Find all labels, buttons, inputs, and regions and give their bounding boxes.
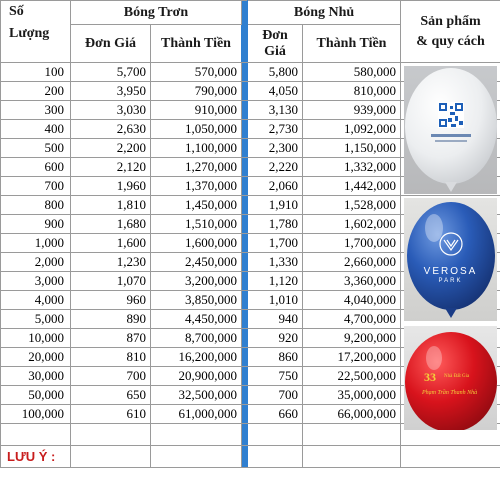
smooth-total-cell: 20,900,000 bbox=[151, 367, 242, 386]
smooth-total-cell: 3,200,000 bbox=[151, 272, 242, 291]
smooth-unit-price-cell: 650 bbox=[71, 386, 151, 405]
pearl-total-cell: 3,360,000 bbox=[303, 272, 401, 291]
header-smooth-unit-price: Đơn Giá bbox=[71, 25, 151, 63]
smooth-unit-price-cell: 2,120 bbox=[71, 158, 151, 177]
pearl-unit-price-cell: 2,300 bbox=[248, 139, 303, 158]
smooth-unit-price-cell: 3,030 bbox=[71, 101, 151, 120]
header-product: Sản phẩm & quy cách bbox=[401, 1, 500, 63]
smooth-total-cell: 1,100,000 bbox=[151, 139, 242, 158]
smooth-total-cell: 1,370,000 bbox=[151, 177, 242, 196]
pearl-total-cell: 1,528,000 bbox=[303, 196, 401, 215]
pearl-unit-price-cell: 2,730 bbox=[248, 120, 303, 139]
smooth-total-cell: 1,510,000 bbox=[151, 215, 242, 234]
pearl-unit-price-cell: 1,780 bbox=[248, 215, 303, 234]
smooth-total-cell: 32,500,000 bbox=[151, 386, 242, 405]
smooth-unit-price-cell: 810 bbox=[71, 348, 151, 367]
quantity-cell: 800 bbox=[1, 196, 71, 215]
quantity-cell: 400 bbox=[1, 120, 71, 139]
pearl-unit-price-cell: 1,330 bbox=[248, 253, 303, 272]
empty-cell bbox=[1, 424, 71, 446]
red-balloon-icon bbox=[405, 332, 497, 430]
pearl-unit-price-cell: 700 bbox=[248, 386, 303, 405]
note-label: LƯU Ý : bbox=[1, 446, 71, 468]
quantity-cell: 10,000 bbox=[1, 329, 71, 348]
quantity-cell: 2,000 bbox=[1, 253, 71, 272]
pearl-unit-price-cell: 1,700 bbox=[248, 234, 303, 253]
smooth-unit-price-cell: 2,630 bbox=[71, 120, 151, 139]
smooth-total-cell: 61,000,000 bbox=[151, 405, 242, 424]
pearl-total-cell: 810,000 bbox=[303, 82, 401, 101]
pearl-total-cell: 1,150,000 bbox=[303, 139, 401, 158]
smooth-unit-price-cell: 700 bbox=[71, 367, 151, 386]
pearl-unit-price-cell: 860 bbox=[248, 348, 303, 367]
pearl-total-cell: 22,500,000 bbox=[303, 367, 401, 386]
smooth-unit-price-cell: 3,950 bbox=[71, 82, 151, 101]
pearl-unit-price-cell: 5,800 bbox=[248, 63, 303, 82]
empty-cell bbox=[71, 424, 151, 446]
pearl-unit-price-cell: 1,120 bbox=[248, 272, 303, 291]
verosa-sub-text: PARK bbox=[438, 278, 463, 284]
pearl-total-cell: 66,000,000 bbox=[303, 405, 401, 424]
pearl-unit-price-cell: 750 bbox=[248, 367, 303, 386]
smooth-total-cell: 1,050,000 bbox=[151, 120, 242, 139]
red-balloon-photo bbox=[404, 326, 497, 430]
red-balloon-print-line3: Phạm Trần Thanh Nhà bbox=[422, 390, 478, 396]
pearl-unit-price-cell: 2,220 bbox=[248, 158, 303, 177]
smooth-total-cell: 8,700,000 bbox=[151, 329, 242, 348]
red-balloon-print-number: 33 bbox=[424, 370, 436, 384]
quantity-cell: 200 bbox=[1, 82, 71, 101]
pearl-total-cell: 939,000 bbox=[303, 101, 401, 120]
smooth-total-cell: 910,000 bbox=[151, 101, 242, 120]
smooth-total-cell: 3,850,000 bbox=[151, 291, 242, 310]
smooth-total-cell: 16,200,000 bbox=[151, 348, 242, 367]
blue-balloon-photo bbox=[404, 198, 497, 321]
pearl-total-cell: 1,442,000 bbox=[303, 177, 401, 196]
empty-cell bbox=[71, 446, 151, 468]
quantity-cell: 1,000 bbox=[1, 234, 71, 253]
quantity-cell: 300 bbox=[1, 101, 71, 120]
header-pearl-balloon: Bóng Nhủ bbox=[248, 1, 401, 25]
pearl-unit-price-cell: 4,050 bbox=[248, 82, 303, 101]
smooth-unit-price-cell: 5,700 bbox=[71, 63, 151, 82]
quantity-cell: 4,000 bbox=[1, 291, 71, 310]
header-smooth-balloon: Bóng Trơn bbox=[71, 1, 242, 25]
empty-cell bbox=[303, 424, 401, 446]
pearl-unit-price-cell: 1,910 bbox=[248, 196, 303, 215]
white-balloon-qr-icon bbox=[404, 66, 497, 194]
pearl-unit-price-cell: 1,010 bbox=[248, 291, 303, 310]
pearl-total-cell: 580,000 bbox=[303, 63, 401, 82]
quantity-cell: 900 bbox=[1, 215, 71, 234]
smooth-unit-price-cell: 1,810 bbox=[71, 196, 151, 215]
quantity-cell: 100,000 bbox=[1, 405, 71, 424]
smooth-total-cell: 2,450,000 bbox=[151, 253, 242, 272]
verosa-brand-text: VEROSA bbox=[423, 266, 478, 277]
header-smooth-total: Thành Tiền bbox=[151, 25, 242, 63]
pearl-unit-price-cell: 660 bbox=[248, 405, 303, 424]
pearl-total-cell: 9,200,000 bbox=[303, 329, 401, 348]
empty-cell bbox=[248, 424, 303, 446]
pearl-total-cell: 1,602,000 bbox=[303, 215, 401, 234]
smooth-unit-price-cell: 870 bbox=[71, 329, 151, 348]
empty-cell bbox=[303, 446, 401, 468]
quantity-cell: 50,000 bbox=[1, 386, 71, 405]
smooth-total-cell: 790,000 bbox=[151, 82, 242, 101]
smooth-total-cell: 4,450,000 bbox=[151, 310, 242, 329]
pearl-total-cell: 1,092,000 bbox=[303, 120, 401, 139]
empty-cell bbox=[151, 446, 242, 468]
pearl-unit-price-cell: 920 bbox=[248, 329, 303, 348]
quantity-cell: 20,000 bbox=[1, 348, 71, 367]
smooth-total-cell: 1,600,000 bbox=[151, 234, 242, 253]
smooth-unit-price-cell: 1,230 bbox=[71, 253, 151, 272]
quantity-cell: 600 bbox=[1, 158, 71, 177]
pearl-unit-price-cell: 940 bbox=[248, 310, 303, 329]
empty-cell bbox=[151, 424, 242, 446]
pearl-total-cell: 4,700,000 bbox=[303, 310, 401, 329]
smooth-unit-price-cell: 610 bbox=[71, 405, 151, 424]
smooth-unit-price-cell: 1,070 bbox=[71, 272, 151, 291]
quantity-cell: 100 bbox=[1, 63, 71, 82]
pearl-total-cell: 1,700,000 bbox=[303, 234, 401, 253]
smooth-total-cell: 570,000 bbox=[151, 63, 242, 82]
smooth-unit-price-cell: 960 bbox=[71, 291, 151, 310]
smooth-unit-price-cell: 1,680 bbox=[71, 215, 151, 234]
smooth-unit-price-cell: 2,200 bbox=[71, 139, 151, 158]
red-balloon-print-line2: Nhà Đất Gia bbox=[444, 374, 470, 379]
note-row bbox=[1, 446, 500, 468]
smooth-unit-price-cell: 890 bbox=[71, 310, 151, 329]
white-balloon-photo bbox=[404, 66, 497, 194]
pearl-total-cell: 35,000,000 bbox=[303, 386, 401, 405]
pearl-unit-price-cell: 3,130 bbox=[248, 101, 303, 120]
pearl-total-cell: 1,332,000 bbox=[303, 158, 401, 177]
empty-cell bbox=[248, 446, 303, 468]
quantity-cell: 500 bbox=[1, 139, 71, 158]
smooth-unit-price-cell: 1,600 bbox=[71, 234, 151, 253]
smooth-total-cell: 1,270,000 bbox=[151, 158, 242, 177]
pearl-total-cell: 4,040,000 bbox=[303, 291, 401, 310]
quantity-cell: 700 bbox=[1, 177, 71, 196]
smooth-total-cell: 1,450,000 bbox=[151, 196, 242, 215]
pearl-unit-price-cell: 2,060 bbox=[248, 177, 303, 196]
header-quantity: Số Lượng bbox=[1, 1, 71, 63]
quantity-cell: 3,000 bbox=[1, 272, 71, 291]
pearl-total-cell: 2,660,000 bbox=[303, 253, 401, 272]
smooth-unit-price-cell: 1,960 bbox=[71, 177, 151, 196]
header-pearl-unit-price: Đơn Giá bbox=[248, 25, 303, 63]
header-pearl-total: Thành Tiền bbox=[303, 25, 401, 63]
blue-balloon-icon bbox=[407, 202, 495, 310]
pearl-total-cell: 17,200,000 bbox=[303, 348, 401, 367]
quantity-cell: 5,000 bbox=[1, 310, 71, 329]
empty-cell bbox=[401, 446, 500, 468]
quantity-cell: 30,000 bbox=[1, 367, 71, 386]
